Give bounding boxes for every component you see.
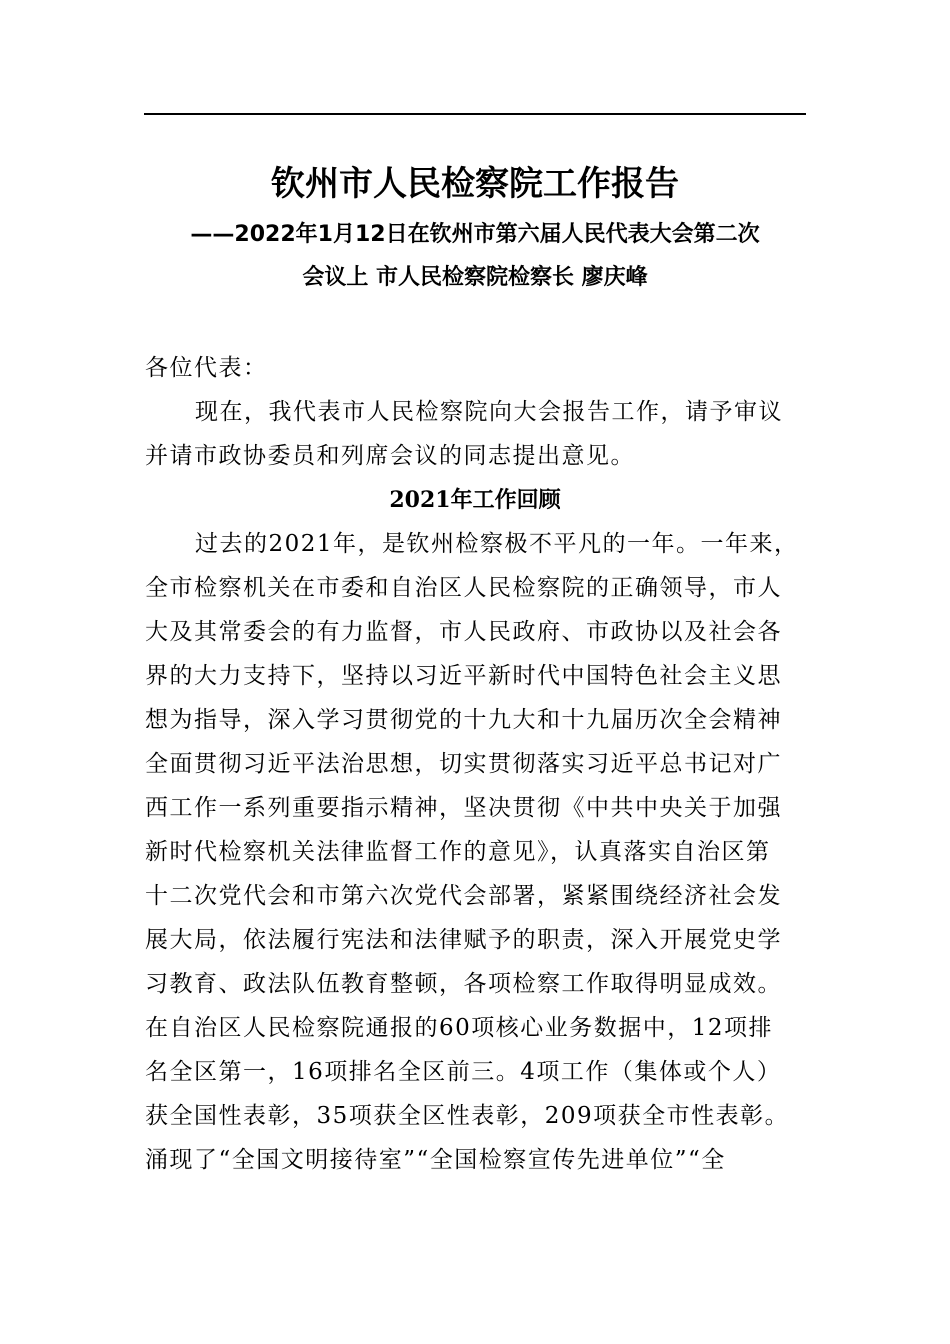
header-rule: [144, 113, 806, 115]
report-subtitle-line-2: 会议上 市人民检察院检察长 廖庆峰: [302, 265, 648, 290]
body-line: 西工作一系列重要指示精神，坚决贯彻《中共中央关于加强: [145, 795, 782, 821]
body-line: 想为指导，深入学习贯彻党的十九大和十九届历次全会精神: [145, 707, 782, 733]
body-line: 新时代检察机关法律监督工作的意见》，认真落实自治区第: [145, 839, 771, 865]
body-line: 十二次党代会和市第六次党代会部署，紧紧围绕经济社会发: [145, 883, 782, 909]
section-heading: 2021年工作回顾: [389, 487, 561, 513]
body-line: 全市检察机关在市委和自治区人民检察院的正确领导，市人: [145, 575, 782, 601]
body-line: 过去的2021年，是钦州检察极不平凡的一年。一年来，: [195, 531, 799, 557]
body-line: 展大局，依法履行宪法和法律赋予的职责，深入开展党史学: [145, 927, 782, 953]
body-line: 涌现了“全国文明接待室”“全国检察宣传先进单位”“全: [145, 1147, 726, 1173]
report-title: 钦州市人民检察院工作报告: [271, 164, 679, 204]
body-line: 获全国性表彰，35项获全区性表彰，209项获全市性表彰。: [145, 1103, 790, 1129]
report-subtitle-line-1: ——2022年1月12日在钦州市第六届人民代表大会第二次: [190, 222, 760, 247]
body-line: 全面贯彻习近平法治思想，切实贯彻落实习近平总书记对广: [145, 751, 782, 777]
body-line: 界的大力支持下，坚持以习近平新时代中国特色社会主义思: [145, 663, 782, 689]
intro-line: 现在，我代表市人民检察院向大会报告工作，请予审议: [195, 399, 783, 425]
body-line: 在自治区人民检察院通报的60项核心业务数据中，12项排: [145, 1015, 774, 1041]
intro-line: 并请市政协委员和列席会议的同志提出意见。: [145, 443, 635, 469]
body-line: 习教育、政法队伍教育整顿，各项检察工作取得明显成效。: [145, 971, 782, 997]
salutation: 各位代表：: [145, 355, 268, 381]
body-line: 名全区第一，16项排名全区前三。4项工作（集体或个人）: [145, 1059, 782, 1085]
body-line: 大及其常委会的有力监督，市人民政府、市政协以及社会各: [145, 619, 782, 645]
